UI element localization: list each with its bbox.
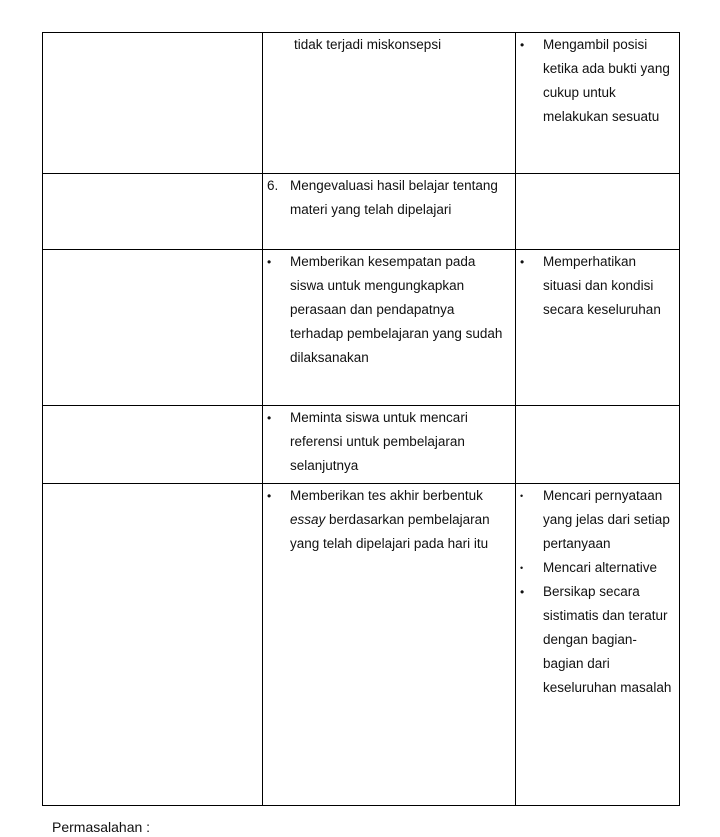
item-number: 6. [267,178,279,193]
bullet-icon: • [267,489,272,503]
list-item: • Memberikan tes akhir berbentuk essay berdasarkan pembelajaran yang telah dipelajari pada hari itu [267,484,511,556]
table-row [43,33,680,174]
table-cell-col1 [43,484,263,806]
table-cell-col2 [263,174,516,250]
table-cell-col3 [516,250,680,406]
bullet-icon: • [520,491,524,501]
bullet-icon: • [267,411,272,425]
table-cell-col3 [516,33,680,174]
list-item: • Meminta siswa untuk mencari referensi untuk pembelajaran selanjutnya [267,406,511,478]
table-cell-col2 [263,250,516,406]
table-cell-col1 [43,406,263,484]
table-row [43,250,680,406]
list-item: • Mengambil posisi ketika ada bukti yang cukup untuk melakukan sesuatu [520,33,675,129]
table-cell-col2 [263,406,516,484]
list-item: • Memperhatikan situasi dan kondisi secara keseluruhan [520,250,675,322]
table-cell-col1 [43,250,263,406]
list-item: • Mencari pernyataan yang jelas dari setiap pertanyaan [520,484,675,556]
bullet-icon: • [520,255,525,269]
table-cell-col2 [263,33,516,174]
list-item: • Mencari alternative [520,556,675,580]
list-item: • Bersikap secara sistimatis dan teratur dengan bagian-bagian dari keseluruhan masalah [520,580,675,700]
table-cell-col1 [43,33,263,174]
table-cell-col3 [516,174,680,250]
continued-text: tidak terjadi miskonsepsi [294,37,442,52]
numbered-item: 6. Mengevaluasi hasil belajar tentang materi yang telah dipelajari [267,174,511,222]
table-row [43,406,680,484]
bullet-icon: • [520,585,525,599]
table-cell-col2 [263,484,516,806]
table-row [43,484,680,806]
bullet-icon: • [267,255,272,269]
document-table [42,32,680,806]
section-heading: Permasalahan : [52,819,151,835]
table-cell-col1 [43,174,263,250]
italic-term: essay [290,512,326,527]
table-cell-col3 [516,484,680,806]
bullet-icon: • [520,563,524,573]
list-item: • Memberikan kesempatan pada siswa untuk mengungkapkan perasaan dan pendapatnya terhadap pembelajaran yang sudah dilaksanakan [267,250,511,370]
table-row [43,174,680,250]
bullet-icon: • [520,38,525,52]
table-cell-col3 [516,406,680,484]
